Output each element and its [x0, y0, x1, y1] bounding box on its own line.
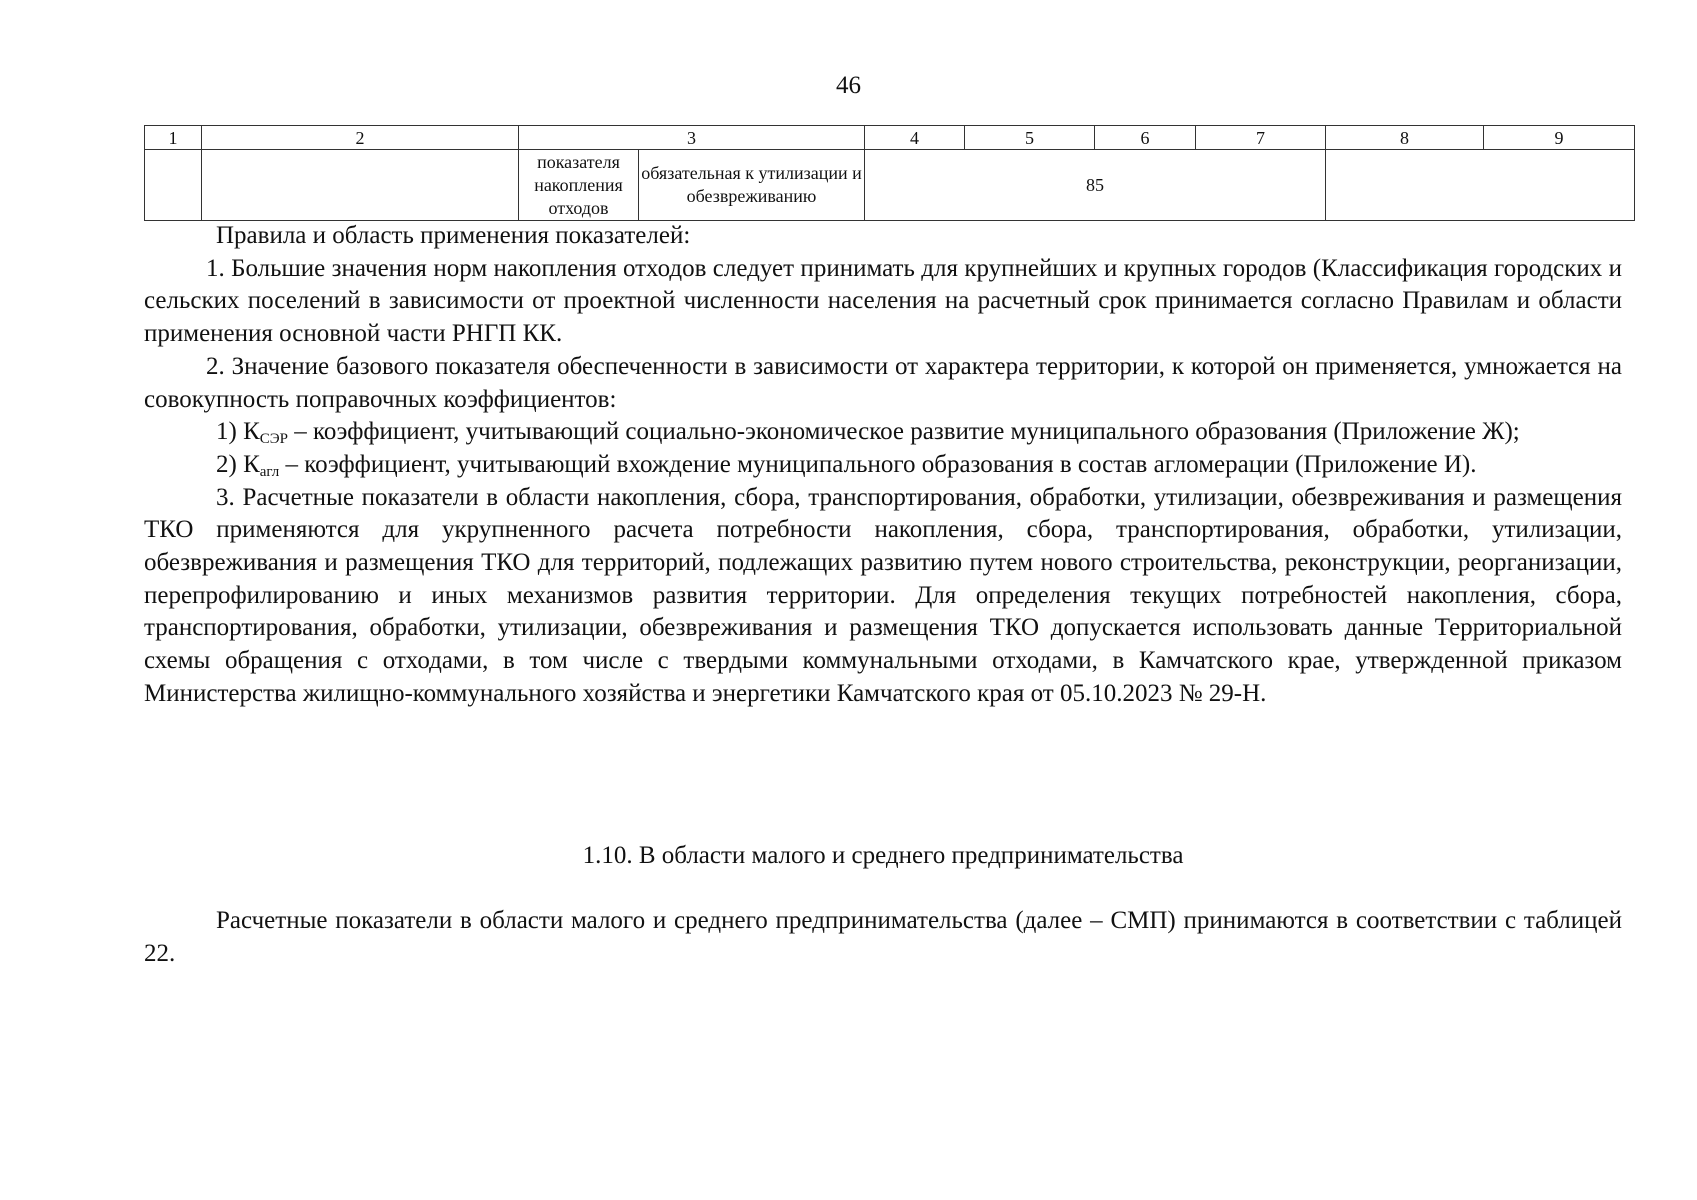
- table-row: [145, 150, 1635, 221]
- table-header-cell: 6: [1095, 126, 1196, 150]
- table-header-cell: 8: [1326, 126, 1484, 150]
- rules-section: [144, 220, 1622, 711]
- coefficient-item-1-subscript: СЭР: [259, 431, 288, 448]
- table-header-cell: 1: [145, 126, 202, 150]
- table-header-row: [145, 126, 1635, 150]
- table-header-cell: 2: [202, 126, 519, 150]
- table-cell: [202, 150, 519, 221]
- coefficient-item-1-text: – коэффициент, учитывающий социально-экономическое развитие муниципального образования (Приложение Ж);: [288, 418, 1520, 446]
- table-cell: [1326, 150, 1635, 221]
- rules-title: Правила и область применения показателей:: [216, 222, 691, 249]
- table-cell-indicator: показателя накопления отходов: [519, 150, 639, 221]
- coefficient-item-2-text: – коэффициент, учитывающий вхождение муниципального образования в состав агломерации (Приложение И).: [279, 450, 1477, 478]
- coefficient-item-2: [144, 449, 1622, 482]
- table-cell-category: обязательная к утилизации и обезвреживанию: [639, 150, 865, 221]
- section-paragraph: [144, 905, 1622, 970]
- table-header-cell: 7: [1196, 126, 1326, 150]
- rule-paragraph-2: 2. Значение базового показателя обеспеченности в зависимости от характера территории, к которой он применяется, умножается на совокупность поправочных коэффициентов:: [144, 352, 1622, 413]
- coefficient-item-2-prefix: 2) К: [216, 450, 260, 478]
- section-heading: 1.10. В области малого и среднего предпринимательства: [582, 842, 1184, 869]
- rule-paragraph-1: 1. Большие значения норм накопления отходов следует принимать для крупнейших и крупных городов (Классификация городских и сельских поселений в зависимости от проектной численности населения на расчетный срок принимается согласно Правилам и области применения основной части РНГП КК.: [144, 254, 1622, 348]
- rule-paragraph-3: 3. Расчетные показатели в области накопления, сбора, транспортирования, обработки, утилизации, обезвреживания и размещения ТКО применяются для укрупненного расчета потребности накопления, сбора, транспортирования, обработки, утилизации, обезвреживания и размещения ТКО для территорий, подлежащих развитию путем нового строительства, реконструкции, реорганизации, перепрофилированию и иных механизмов развития территории. Для определения текущих потребностей накопления, сбора, транспортирования, обработки, утилизации, обезвреживания и размещения ТКО допускается использовать данные Территориальной схемы обращения с отходами, в том числе с твердыми коммунальными отходами, в Камчатского крае, утвержденной приказом Министерства жилищно-коммунального хозяйства и энергетики Камчатского края от 05.10.2023 № 29-Н.: [144, 483, 1622, 707]
- continued-table: [144, 125, 1635, 221]
- table-cell-value: 85: [865, 150, 1326, 221]
- table-header-cell: 3: [519, 126, 865, 150]
- coefficient-item-2-subscript: агл: [259, 463, 280, 480]
- table-cell: [145, 150, 202, 221]
- page-number: 46: [836, 72, 861, 99]
- coefficient-item-1-prefix: 1) К: [216, 418, 260, 446]
- table-header-cell: 5: [965, 126, 1095, 150]
- table-header-cell: 4: [865, 126, 965, 150]
- coefficient-item-1: [144, 416, 1622, 449]
- table-header-cell: 9: [1484, 126, 1635, 150]
- section-text: Расчетные показатели в области малого и среднего предпринимательства (далее – СМП) принимаются в соответствии с таблицей 22.: [144, 907, 1622, 967]
